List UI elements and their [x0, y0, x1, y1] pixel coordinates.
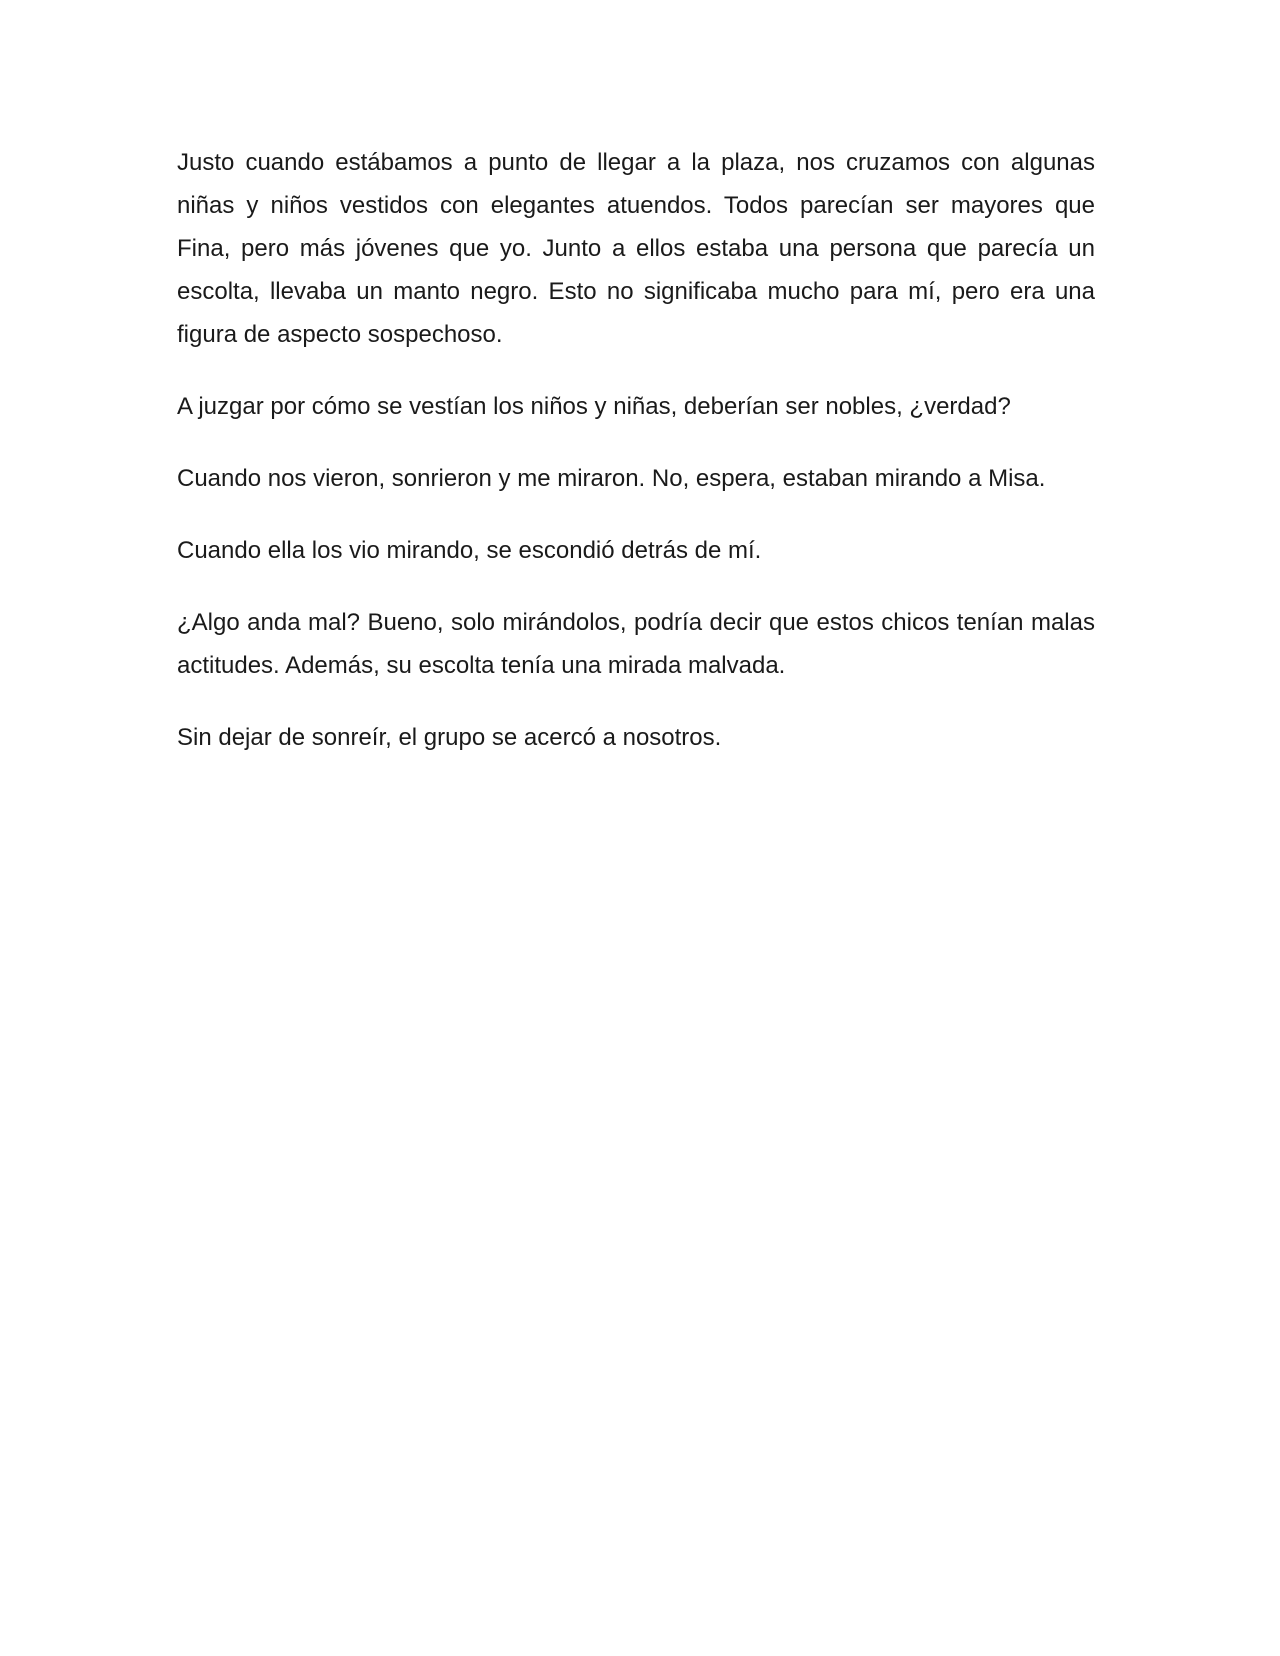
- paragraph-3: Cuando nos vieron, sonrieron y me miraron. No, espera, estaban mirando a Misa.: [177, 465, 1046, 492]
- paragraph-1: Justo cuando estábamos a punto de llegar a la plaza, nos cruzamos con algunas niñas y niños vestidos con elegantes atuendos. Todos parecían ser mayores que Fina, pero más jóvenes que yo. Junto a ellos estaba una persona que parecía un escolta, llevaba un manto negro. Esto no significaba mucho para mí, pero era una figura de aspecto sospechoso.: [177, 149, 1095, 348]
- paragraph-6: Sin dejar de sonreír, el grupo se acercó a nosotros.: [177, 724, 722, 751]
- paragraph-5: ¿Algo anda mal? Bueno, solo mirándolos, podría decir que estos chicos tenían malas actitudes. Además, su escolta tenía una mirada malvada.: [177, 609, 1095, 679]
- document-body: [177, 141, 1095, 788]
- paragraph-4: Cuando ella los vio mirando, se escondió detrás de mí.: [177, 537, 762, 564]
- paragraph-2: A juzgar por cómo se vestían los niños y niñas, deberían ser nobles, ¿verdad?: [177, 393, 1011, 420]
